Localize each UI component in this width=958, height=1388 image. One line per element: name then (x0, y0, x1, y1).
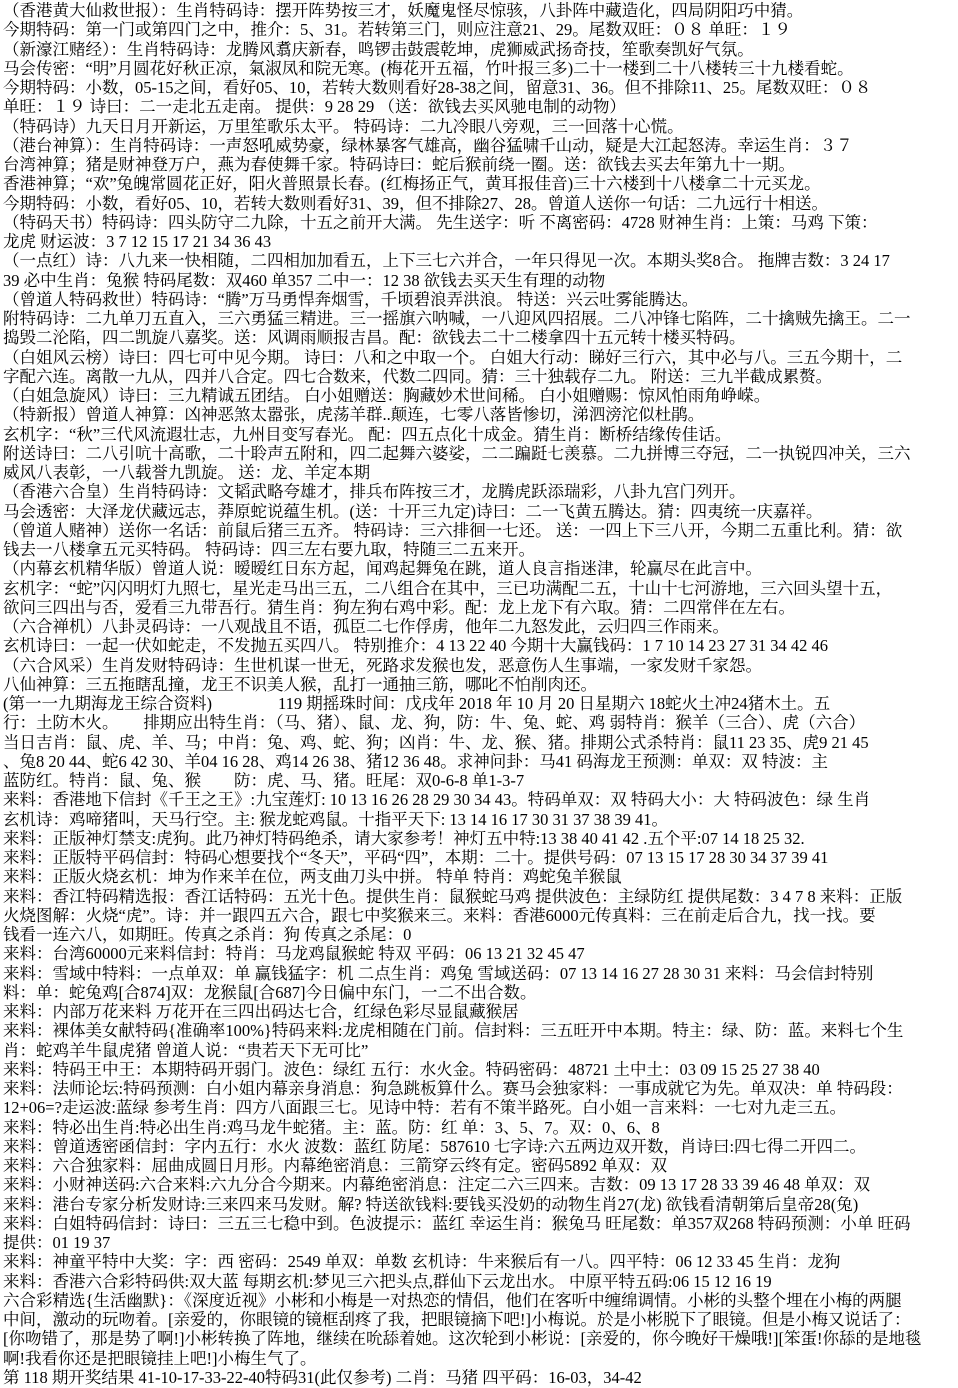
text-line: 来料：正版特平码信封：特码心想要找个“冬天”，平码“四”，本期：二十。提供号码：07 13 15 17 28 30 34 37 39 41 (3, 848, 829, 867)
text-line: 钱去一八楼拿五元买特码。 特码诗：四三左右要九取，特随三二五来开。 (3, 540, 536, 559)
text-line: 来料：神童平特中大奖：字：西 密码：2549 单双：单数 玄机诗：牛来猴后有一八。四平特：06 12 33 45 生肖：龙狗 (3, 1252, 841, 1272)
text-line: 来料：香江特码精选报：香江话特码：五光十色。提供生肖：鼠猴蛇马鸡 提供波色：主绿防红 提供尾数：3 4 7 8 来料：正版 (3, 886, 903, 906)
text-line: 行：土防木火。 排期应出特生肖：（马、猪）、鼠、龙、狗，防：牛、兔、蛇、鸡 弱特肖：猴羊（三合）、虎（六合） (3, 713, 866, 733)
text-line: 台湾神算；猪是财神登万户，燕为春使舞千家。特码诗曰：蛇后猴前绕一圈。送：欲钱去买去年第九十一期。 (3, 155, 795, 174)
text-line: 第 118 期开奖结果 41-10-17-33-22-40特码31(此仅参考) 二肖：马猪 四平码：16-03，34-42 (3, 1367, 642, 1387)
text-line: 单旺：１９ 诗曰：二一走北五走南。 提供：9 28 29 （送：欲钱去买风驰电制的动物） (3, 97, 626, 117)
text-line: 马会透密：大泽龙伏藏远志，莽原蛇说蕴生机。(送：十开三九定)诗曰：二一飞黄五腾达。猜：四夷统一庆嘉祥。 (3, 501, 823, 521)
text-lines-container (3, 1, 955, 1387)
text-line: 、兔8 20 44、蛇6 42 30、羊04 16 28、鸡14 26 38、猪12 36 48。求神问卦：马41 码海龙王预测：单双：双 特波：主 (3, 751, 828, 771)
text-line: （六合禅机）八卦灵码诗：一八观战且不语，孤臣二七作俘虏，他年二九怒发此，云归四三作雨来。 (3, 617, 729, 636)
text-line: 捣毁二沦陷，四二凯旋八嘉奖。送：风调雨顺报吉昌。配：欲钱去二十二楼拿四十五元转十楼买特码。 (3, 328, 746, 348)
text-line: 欲问三四出与否，爱看三九带吾行。猜生肖：狗左狗右鸡中彩。配：龙上龙下有六取。猜：二四常伴在左右。 (3, 597, 795, 617)
text-line: 今期特码：小数，05-15之间，看好05、10，若转大数则看好28-38之间，留意31、36。但不排除11、25。尾数双旺：０８ (3, 78, 872, 97)
text-line: （白姐急旋风）诗曰：三九精诚五团结。 白小姐赠送：胸藏妙术世间稀。 白小姐赠赐：惊风怕雨角峥嵘。 (3, 386, 771, 405)
text-line: 来料：裸体美女献特码{准确率100%}特码来料:龙虎相随在门前。信封料：三五旺开中本期。特主：绿、防：蓝。来料七个生 (3, 1021, 904, 1041)
text-line: （特新报）曾道人神算：凶神恶煞太嚣张，虎荡羊群..颠连，七零八落皆惨切，涕泗滂沱似杜鹃。 (3, 405, 705, 425)
text-line: 马会传密：“明”月圆花好秋正凉，氣淑凤和院无寒。(梅花开五福，竹叶报三多)二十一楼到二十八楼转三十九楼看蛇。 (3, 58, 854, 78)
text-line: 当日吉肖：鼠、虎、羊、马；中肖：兔、鸡、蛇、狗；凶肖：牛、龙、猴、猪。排期公式杀特肖：鼠11 23 35、虎9 21 45 (3, 732, 869, 752)
text-line: 六合彩精选{生活幽默}：《深度近视》小彬和小梅是一对热恋的情侣，他们在客听中缠绵调情。小彬的头整个埋在小梅的两腿 (3, 1290, 902, 1310)
text-line: （特码天书）特码诗：四头防守二九除，十五之前开大满。 先生送字：听 不离密码：4728 财神生肖：上策：马鸡 下策： (3, 212, 878, 232)
text-line: 今期特码：第一门或第四门之中，推介：5、31。若转第三门，则应注意21、29。尾数双旺：０８ 单旺：１９ (3, 20, 791, 40)
text-line: 火烧图解：火烧“虎”。诗：并一跟四五六合，跟七中奖猴来三。来料：香港6000元传真料：三在前走后合九，找一找。要 (3, 905, 876, 925)
text-line: （曾道人特码救世）特码诗：“腾”万马勇悍奔烟雪，千顷碧浪弄洪浪。 特送：兴云吐雾能腾达。 (3, 289, 699, 309)
text-line: 中间，激动的玩吻着。[亲爱的，你眼镜的镜框刮疼了我，把眼镜摘下吧!]小梅说。於是小彬脱下了眼镜。但是小梅又说话了： (3, 1310, 911, 1329)
text-line: 玄机字：“秋”三代风流遐壮志，九州目变写春光。 配：四五点化十成金。猜生肖：断桥结缘传佳话。 (3, 424, 732, 444)
text-line: （曾道人赌神）送你一名话：前鼠后猪三五齐。 特码诗：三六排徊一七还。 送：一四上下三八开，今期二五重比利。猜：欲 (3, 520, 903, 540)
text-line: 39 必中生肖：兔猴 特码尾数：双460 单357 二中一：12 38 欲钱去买天生有理的动物 (3, 270, 606, 290)
text-line: 附特码诗：二九单刀五直入，三六勇猛三精进。三一摇旗六呐喊，一八迎风四招展。二八冲锋七陷阵，二十擒贼先擒王。二一 (3, 309, 911, 328)
text-line: 来料：正版火烧玄机：坤为作来羊在位，两支曲刀头中拼。 特单 特肖：鸡蛇兔羊猴鼠 (3, 867, 622, 887)
text-line: 玄机诗曰：一起一伏如蛇走，不发抛五买四八。 特别推介：4 13 22 40 今期十大赢钱码：1 7 10 14 23 27 31 34 42 46 (3, 636, 828, 656)
text-line: （新濠江赌经）：生肖特码诗：龙腾风翥庆新春，鸣锣击鼓震乾坤，虎狮威武扬奇技，笙歌奏凯好气氛。 (3, 39, 754, 59)
text-line: 蓝防红。特肖：鼠、兔、猴 防：虎、马、猪。旺尾：双0-6-8 单1-3-7 (3, 771, 525, 790)
text-line: 啊!我看你还是把眼镜挂上吧!]小梅生气了。 (3, 1348, 317, 1368)
text-line: 八仙神算：三五拖瞎乱撞，龙王不识美人猴，乱打一通抽三筋，哪叱不怕削肉还。 (3, 674, 597, 694)
text-line: （港台神算）：生肖特码诗：一声怒吼威势豪，绿林暴客气雄高，幽谷猛啸千山动，疑是大江起怒涛。幸运生肖：３７ (3, 135, 853, 155)
text-line: 来料：曾道透密函信封：字内五行：水火 波数：蓝红 防尾：587610 七字诗:六五两边双开数，肖诗曰:四七得二开四二。 (3, 1136, 867, 1156)
text-line: 玄机诗：鸡啼猪叫，天马行空。主: 猴龙蛇鸡鼠。十指平天下: 13 14 16 17 30 31 37 38 39 41。 (3, 809, 669, 829)
text-line: （香港六合皇）生肖特码诗：文韬武略夸雄才，排兵布阵按三才，龙腾虎跃添瑞彩，八卦九宫门列开。 (3, 482, 746, 502)
text-line: [你吻错了，那是势了啊!]小彬转换了阵地，继续在吮舔着她。这次轮到小彬说：[亲爱的，你今晚好干燥哦!][笨蛋!你舔的是地毯 (3, 1329, 922, 1349)
text-line: 来料：香港地下信封《千王之王》:九宝莲灯: 10 13 16 26 28 29 30 34 43。特码单双：双 特码大小：大 特码波色：绿 生肖 (3, 790, 871, 810)
text-line: 来料：六合独家料：屈曲成圆日月形。内幕绝密消息：三箭穿云终有定。密码5892 单双：双 (3, 1156, 668, 1175)
text-line: 来料：港台专家分析发财诗:三来四来马发财。解? 特送欲钱料:要钱买没奶的动物生肖27(龙) 欲钱看清朝第后皇帝28(兔) (3, 1194, 859, 1214)
text-line: 威风八表彰，一八载誉九凯旋。 送：龙、羊定本期 (3, 463, 371, 482)
text-line: 龙虎 财运波：3 7 12 15 17 21 34 36 43 (3, 232, 272, 251)
text-line: 来料：小财神送码:六合来料:六九分合今期来。内幕绝密消息：注定二六三四来。吉数：09 13 17 28 33 39 46 48 单双：双 (3, 1175, 871, 1195)
text-line: （特码诗）九天日月开新运，万里笙歌乐太平。 特码诗：二九冷眼八旁观，三一回落十心慌。 (3, 116, 684, 136)
text-line: 肖：蛇鸡羊牛鼠虎猪 曾道人说：“贵若天下无可比” (3, 1040, 369, 1060)
text-line: 来料：特码王中王：本期特码开弱门。波色：绿红 五行：水火金。特码密码：48721 土中土：03 09 15 25 27 38 40 (3, 1059, 820, 1079)
text-line: 来料：内部万花来料 万花开在三四出码达七合，红绿色彩尽显鼠藏猴居 (3, 1002, 519, 1021)
text-line: 来料：正版神灯禁支:虎狗。此乃神灯特码绝杀，请大家参考！神灯五中特:13 38 40 41 42 .五个平:07 14 18 25 32. (3, 828, 805, 848)
text-line: 玄机字：“蛇”闪闪明灯九照七，星光走马出三五，二八组合在其中，三已功满配二五，十山十七河游地，三六回头望十五， (3, 578, 893, 598)
text-line: （白姐风云榜）诗曰：四七可中见今期。 诗曰：八和之中取一个。 白姐大行动：睇好三行六，其中必与八。三五今期十，二 (3, 347, 903, 367)
text-line: 来料：特必出生肖:特必出生肖:鸡马龙牛蛇猪。主：蓝。防：红 单：3、5、7。双：0、6、8 (3, 1117, 660, 1137)
text-line: （内幕玄机精华版）曾道人说：暧暧红日东方起，闻鸡起舞兔在跳，道人良言指迷津，轮赢尽在此言中。 (3, 559, 762, 579)
text-line: 钱看一连六八，如期旺。传真之杀肖：狗 传真之杀尾：0 (3, 925, 412, 944)
text-line: 字配六连。离散一九从，四并八合定。四七合数来，代数二四同。猜：三十独载存二九。 附送：三九半截成累赘。 (3, 366, 833, 386)
text-line: (第一一九期海龙王综合资料) 119 期摇珠时间：戊戌年 2018 年 10 月 20 日星期六 18蛇火土冲24猪木土。五 (3, 694, 831, 713)
text-line: 来料：法师论坛:特码预测：白小姐内幕亲身消息：狗急跳板算什么。赛马会独家料：一事成就它为先。单双决：单 特码段： (3, 1079, 903, 1098)
text-line: 提供：01 19 37 (3, 1233, 111, 1252)
text-line: 今期特码：小数，看好05、10，若转大数则看好31、39，但不排除27、28。曾道人送你一句话：二九远行十相送。 (3, 193, 828, 213)
text-line: 料：单：蛇兔鸡[合874]双：龙猴鼠[合687]今日偏中东门，一二不出合数。 (3, 982, 537, 1002)
text-line: 香港神算；“欢”兔魄常圆花正好，阳火普照景长春。(红梅扬正气，黄耳报佳音)三十六楼到十八楼拿二十元买龙。 (3, 174, 821, 194)
text-line: 12+06=?走运波:蓝绿 参考生肖：四方八面跟三七。见诗中特：若有不策半路死。白小姐一言来料：一七对九走三五。 (3, 1098, 847, 1118)
text-line: 附送诗曰：二八引吭十高歌，二十聆声五附和，四二起舞六婆娑，二二蹁跹七羡慕。二九拼博三夺冠，二一执锐四冲关，三六 (3, 443, 911, 463)
text-line: 来料：台湾60000元来料信封：特肖：马龙鸡鼠猴蛇 特双 平码：06 13 21 32 45 47 (3, 944, 585, 964)
text-line: （一点红）诗：八九来一快相随，二四相加加看五，上下三七六并合，一年只得见一次。本期头奖8合。 拖牌吉数：3 24 17 (3, 251, 890, 271)
text-line: 来料：香港六合彩特码供:双大蓝 每期玄机:梦见三六把头点,群仙下云龙出水。 中原平特五码:06 15 12 16 19 (3, 1271, 772, 1291)
text-line: （六合风采）生肖发财特码诗：生世机谋一世无，死路求发猴也发，恶意伤人生事端，一家发财千家怨。 (3, 655, 762, 675)
text-line: 来料：白姐特码信封：诗曰：三五三七稳中到。色波提示：蓝红 幸运生肖：猴兔马 旺尾数：单357双268 特码预测：小单 旺码 (3, 1213, 911, 1233)
text-line: 来料：雪域中特料：一点单双：单 赢钱猛字：机 二点生肖：鸡兔 雪域送码：07 13 14 16 27 28 30 31 来料：马会信封特别 (3, 963, 874, 983)
text-line: （香港黄大仙救世报）：生肖特码诗：摆开阵势按三才，妖魔鬼怪尽惊骇，八卦阵中藏造化，四局阴阳巧中猜。 (3, 1, 804, 20)
